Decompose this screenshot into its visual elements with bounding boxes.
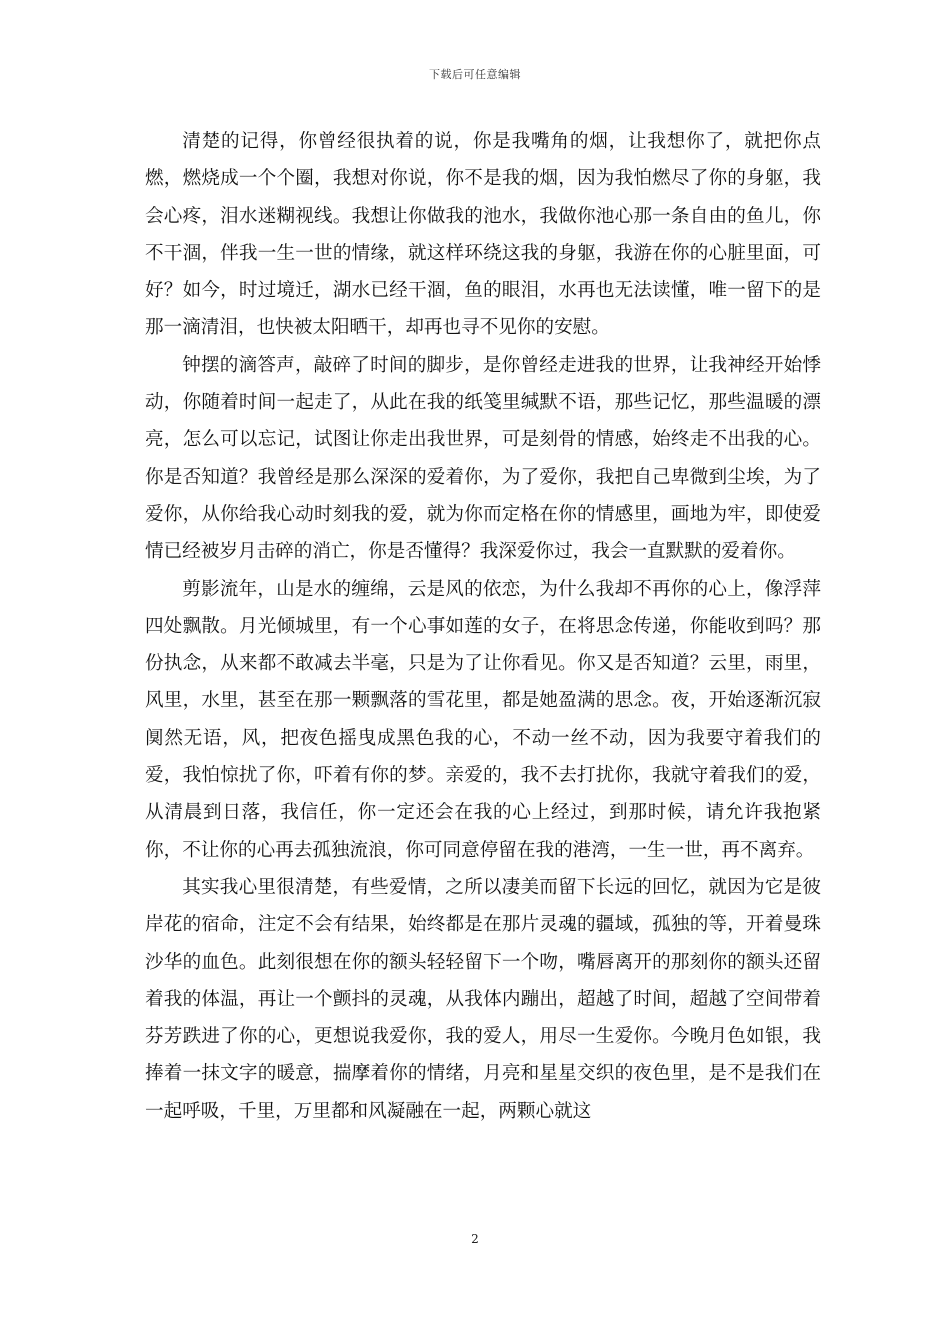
page-number: 2 [471, 1232, 479, 1246]
document-body [145, 123, 821, 1130]
page-header: 下载后可任意编辑 [429, 68, 521, 81]
paragraph-1: 清楚的记得，你曾经很执着的说，你是我嘴角的烟，让我想你了，就把你点燃，燃烧成一个个圈，我想对你说，你不是我的烟，因为我怕燃尽了你的身躯，我会心疼，泪水迷糊视线。我想让你做我的池水，我做你池心那一条自由的鱼儿，你不干涸，伴我一生一世的情缘，就这样环绕这我的身躯，我游在你的心脏里面，可好？如今，时过境迁，湖水已经干涸，鱼的眼泪，水再也无法读懂，唯一留下的是那一滴清泪，也快被太阳晒干，却再也寻不见你的安慰。 [145, 131, 821, 339]
paragraph-4: 其实我心里很清楚，有些爱情，之所以凄美而留下长远的回忆，就因为它是彼岸花的宿命，注定不会有结果，始终都是在那片灵魂的疆域，孤独的等，开着曼珠沙华的血色。此刻很想在你的额头轻轻留下一个吻，嘴唇离开的那刻你的额头还留着我的体温，再让一个颤抖的灵魂，从我体内蹦出，超越了时间，超越了空间带着芬芳跌进了你的心，更想说我爱你，我的爱人，用尽一生爱你。今晚月色如银，我捧着一抹文字的暖意，揣摩着你的情绪，月亮和星星交织的夜色里，是不是我们在一起呼吸，千里，万里都和风凝融在一起，两颗心就这 [145, 876, 821, 1122]
paragraph-2: 钟摆的滴答声，敲碎了时间的脚步，是你曾经走进我的世界，让我神经开始悸动，你随着时间一起走了，从此在我的纸笺里缄默不语，那些记忆，那些温暖的漂亮，怎么可以忘记，试图让你走出我世界，可是刻骨的情感，始终走不出我的心。你是否知道？我曾经是那么深深的爱着你，为了爱你，我把自己卑微到尘埃，为了爱你，从你给我心动时刻我的爱，就为你而定格在你的情感里，画地为牢，即使爱情已经被岁月击碎的消亡，你是否懂得？我深爱你过，我会一直默默的爱着你。 [145, 354, 821, 563]
paragraph-3: 剪影流年，山是水的缠绵，云是风的依恋，为什么我却不再你的心上，像浮萍四处飘散。月光倾城里，有一个心事如莲的女子，在将思念传递，你能收到吗？那份执念，从来都不敢减去半毫，只是为了让你看见。你又是否知道？云里，雨里，风里，水里，甚至在那一颗飘落的雪花里，都是她盈满的思念。夜，开始逐渐沉寂阒然无语，风，把夜色摇曳成黑色我的心，不动一丝不动，因为我要守着我们的爱，我怕惊扰了你，吓着有你的梦。亲爱的，我不去打扰你，我就守着我们的爱，从清晨到日落，我信任，你一定还会在我的心上经过，到那时候，请允许我抱紧你，不让你的心再去孤独流浪，你可同意停留在我的港湾，一生一世，再不离弃。 [145, 578, 821, 861]
